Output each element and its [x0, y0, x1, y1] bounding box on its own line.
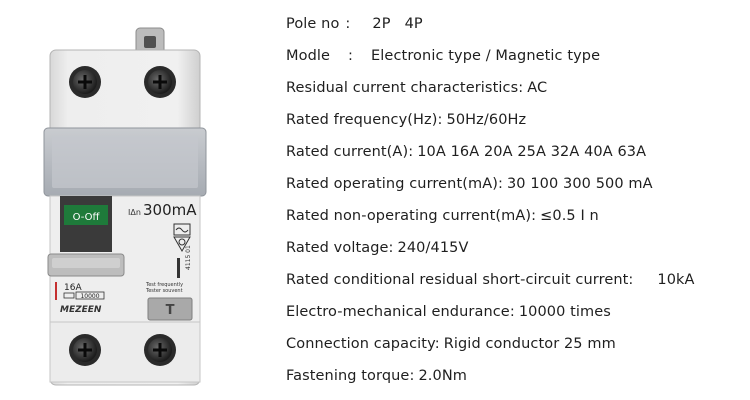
- spec-label: Rated frequency(Hz):: [286, 112, 443, 128]
- test-button: [148, 298, 192, 320]
- top-right-screw-icon: [144, 66, 176, 98]
- spec-short-circuit-current: [286, 264, 746, 296]
- sensitivity-rating: 300mA: [143, 201, 197, 219]
- spec-value: 10A 16A 20A 25A 32A 40A 63A: [417, 144, 647, 160]
- spec-value: 2.0Nm: [418, 368, 467, 384]
- spec-label: Rated conditional residual short-circuit current:: [286, 272, 634, 288]
- spec-rated-non-operating-current: [286, 200, 746, 232]
- spec-rated-operating-current: [286, 168, 746, 200]
- spec-rated-frequency: [286, 104, 746, 136]
- bottom-right-screw-icon: [144, 334, 176, 366]
- spec-modle: [286, 40, 746, 72]
- spec-value: ≤0.5 I n: [540, 208, 599, 224]
- spec-colon: :: [345, 16, 351, 32]
- svg-text:T: T: [165, 303, 175, 318]
- spec-value: 4P: [404, 16, 423, 32]
- switch-label: O-Off: [72, 212, 100, 223]
- spec-value: Rigid conductor 25 mm: [443, 336, 616, 352]
- spec-colon: :: [348, 48, 354, 64]
- spec-value: 50Hz/60Hz: [446, 112, 527, 128]
- spec-label: Connection capacity:: [286, 336, 440, 352]
- spec-value: 30 100 300 500 mA: [506, 176, 653, 192]
- brand-logo: MEZEEN: [60, 305, 102, 315]
- spec-value: 10kA: [657, 272, 695, 288]
- model-code: 4115 01: [185, 245, 192, 270]
- bottom-left-screw-icon: [69, 334, 101, 366]
- rcd-breaker-image: [0, 0, 270, 400]
- spec-value: Electronic type / Magnetic type: [371, 48, 601, 64]
- spec-pole-no: [286, 8, 746, 40]
- spec-label: Rated non-operating current(mA):: [286, 208, 537, 224]
- spec-list: [286, 8, 746, 392]
- spec-value: 10000 times: [518, 304, 611, 320]
- spec-label: Rated voltage:: [286, 240, 394, 256]
- spec-label: Fastening torque:: [286, 368, 415, 384]
- test-text-1: Test frequently: [146, 282, 184, 288]
- spec-connection-capacity: [286, 328, 746, 360]
- spec-rated-voltage: [286, 232, 746, 264]
- test-text-2: Tester souvent: [146, 288, 183, 294]
- current-rating: 16A: [64, 283, 82, 293]
- spec-endurance: [286, 296, 746, 328]
- spec-label: Modle: [286, 48, 331, 64]
- rating-prefix: IΔn: [128, 208, 141, 217]
- spec-value: AC: [527, 80, 548, 96]
- spec-label: Electro-mechanical endurance:: [286, 304, 515, 320]
- code-box: 10000: [80, 293, 100, 300]
- spec-label: Rated operating current(mA):: [286, 176, 503, 192]
- spec-residual-characteristics: [286, 72, 746, 104]
- spec-label: Pole no: [286, 16, 340, 32]
- spec-value: 240/415V: [397, 240, 469, 256]
- spec-label: Rated current(A):: [286, 144, 414, 160]
- spec-label: Residual current characteristics:: [286, 80, 524, 96]
- spec-rated-current: [286, 136, 746, 168]
- spec-value: 2P: [372, 16, 391, 32]
- spec-fastening-torque: [286, 360, 746, 392]
- top-left-screw-icon: [69, 66, 101, 98]
